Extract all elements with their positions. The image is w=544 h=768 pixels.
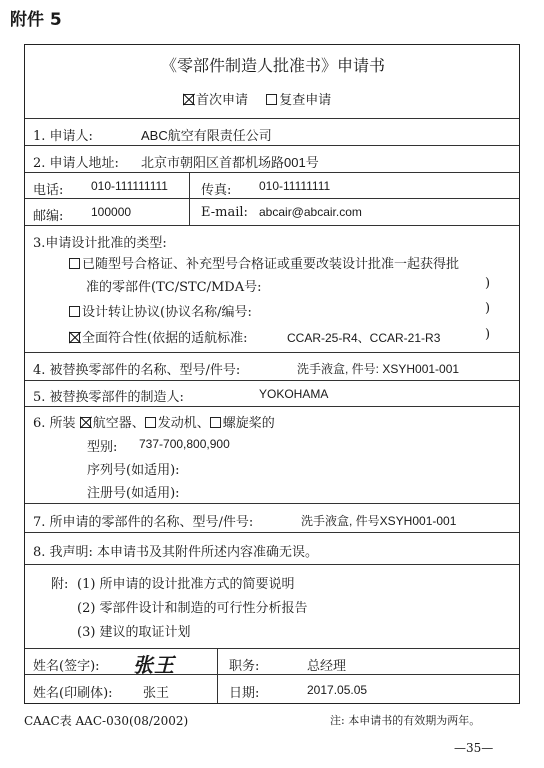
first-application-checkbox[interactable] bbox=[183, 94, 194, 105]
section3-option2 bbox=[69, 301, 252, 320]
section3-option2-text: 设计转让协议(协议名称/编号: bbox=[82, 305, 252, 320]
fax-value: 010-11111111 bbox=[259, 179, 331, 193]
email-value: abcair@abcair.com bbox=[259, 205, 362, 219]
section3-title: 3.申请设计批准的类型: bbox=[33, 236, 167, 251]
phone-label: 电话: bbox=[33, 183, 64, 198]
section3-option3-value: CCAR-25-R4、CCAR-21-R3 bbox=[287, 331, 441, 345]
registration-label: 注册号(如适用): bbox=[87, 486, 180, 501]
email-label: E-mail: bbox=[201, 205, 248, 220]
postcode-label: 邮编: bbox=[33, 209, 64, 224]
address-value: 北京市朝阳区首都机场路001号 bbox=[141, 155, 319, 170]
printed-name-value: 张王 bbox=[143, 685, 170, 700]
propeller-checkbox[interactable] bbox=[210, 417, 221, 428]
attachments-title: 附: bbox=[51, 577, 69, 592]
fax-label: 传真: bbox=[201, 183, 232, 198]
design-transfer-checkbox[interactable] bbox=[69, 306, 80, 317]
engine-label: 发动机、 bbox=[157, 416, 210, 431]
section3-option2-close: ) bbox=[485, 301, 491, 316]
handwritten-signature: 张王 bbox=[133, 653, 175, 677]
engine-checkbox[interactable] bbox=[145, 417, 156, 428]
section5-value: YOKOHAMA bbox=[259, 387, 329, 401]
phone-value: 010-111111111 bbox=[91, 179, 168, 193]
section5-label: 5. 被替换零部件的制造人: bbox=[33, 390, 184, 405]
validity-note: 注: 本申请书的有效期为两年。 bbox=[330, 714, 481, 727]
attachment-item-3: (3) 建议的取证计划 bbox=[77, 625, 191, 640]
model-label: 型别: bbox=[87, 440, 118, 455]
page-number: —35— bbox=[454, 741, 494, 755]
attachment-item-1: (1) 所申请的设计批准方式的简要说明 bbox=[77, 577, 295, 592]
section3-option3-text: 全面符合性(依据的适航标准: bbox=[82, 331, 248, 346]
application-form bbox=[24, 44, 520, 704]
position-label: 职务: bbox=[229, 659, 260, 674]
aircraft-label: 航空器、 bbox=[92, 416, 145, 431]
propeller-label: 螺旋桨的 bbox=[222, 416, 275, 431]
attachment-item-2: (2) 零部件设计和制造的可行性分析报告 bbox=[77, 601, 308, 616]
aircraft-checkbox[interactable] bbox=[80, 417, 91, 428]
date-value: 2017.05.05 bbox=[307, 683, 368, 697]
section7-label: 7. 所申请的零部件的名称、型号/件号: bbox=[33, 515, 254, 530]
section4-label: 4. 被替换零部件的名称、型号/件号: bbox=[33, 363, 241, 378]
section7-value: 洗手液盒, 件号XSYH001-001 bbox=[301, 514, 457, 528]
full-compliance-checkbox[interactable] bbox=[69, 332, 80, 343]
review-application-checkbox[interactable] bbox=[266, 94, 277, 105]
section3-option1 bbox=[69, 253, 459, 272]
section6-prefix: 6. 所装 bbox=[33, 416, 76, 431]
section3-option3-close: ) bbox=[485, 327, 491, 342]
printed-name-label: 姓名(印刷体): bbox=[33, 686, 113, 701]
postcode-value: 100000 bbox=[91, 205, 132, 219]
section4-value: 洗手液盒, 件号: XSYH001-001 bbox=[297, 362, 460, 376]
section3-option1-close: ) bbox=[485, 276, 491, 291]
date-label: 日期: bbox=[229, 686, 260, 701]
form-code: CAAC表 AAC-030(08/2002) bbox=[24, 714, 189, 728]
applicant-value: ABC航空有限责任公司 bbox=[141, 128, 272, 143]
application-type-row bbox=[183, 89, 331, 108]
applicant-label: 1. 申请人: bbox=[33, 129, 93, 144]
tc-stc-mda-checkbox[interactable] bbox=[69, 258, 80, 269]
section3-option1-line2: 准的零部件(TC/STC/MDA号: bbox=[86, 280, 262, 295]
form-title: 《零部件制造人批准书》申请书 bbox=[160, 56, 385, 75]
review-application-label: 复查申请 bbox=[279, 93, 332, 108]
signature-label: 姓名(签字): bbox=[33, 659, 100, 674]
section3-option3 bbox=[69, 327, 247, 346]
section3-option1-line1: 已随型号合格证、补充型号合格证或重要改装设计批准一起获得批 bbox=[82, 257, 460, 272]
address-label: 2. 申请人地址: bbox=[33, 156, 119, 171]
section8-label: 8. 我声明: 本申请书及其附件所述内容准确无误。 bbox=[33, 545, 319, 560]
section6-row bbox=[33, 412, 275, 431]
model-value: 737-700,800,900 bbox=[139, 437, 230, 451]
attachment-label: 附件 5 bbox=[10, 10, 62, 30]
position-value: 总经理 bbox=[307, 658, 347, 673]
first-application-label: 首次申请 bbox=[196, 93, 249, 108]
serial-label: 序列号(如适用): bbox=[87, 463, 180, 478]
